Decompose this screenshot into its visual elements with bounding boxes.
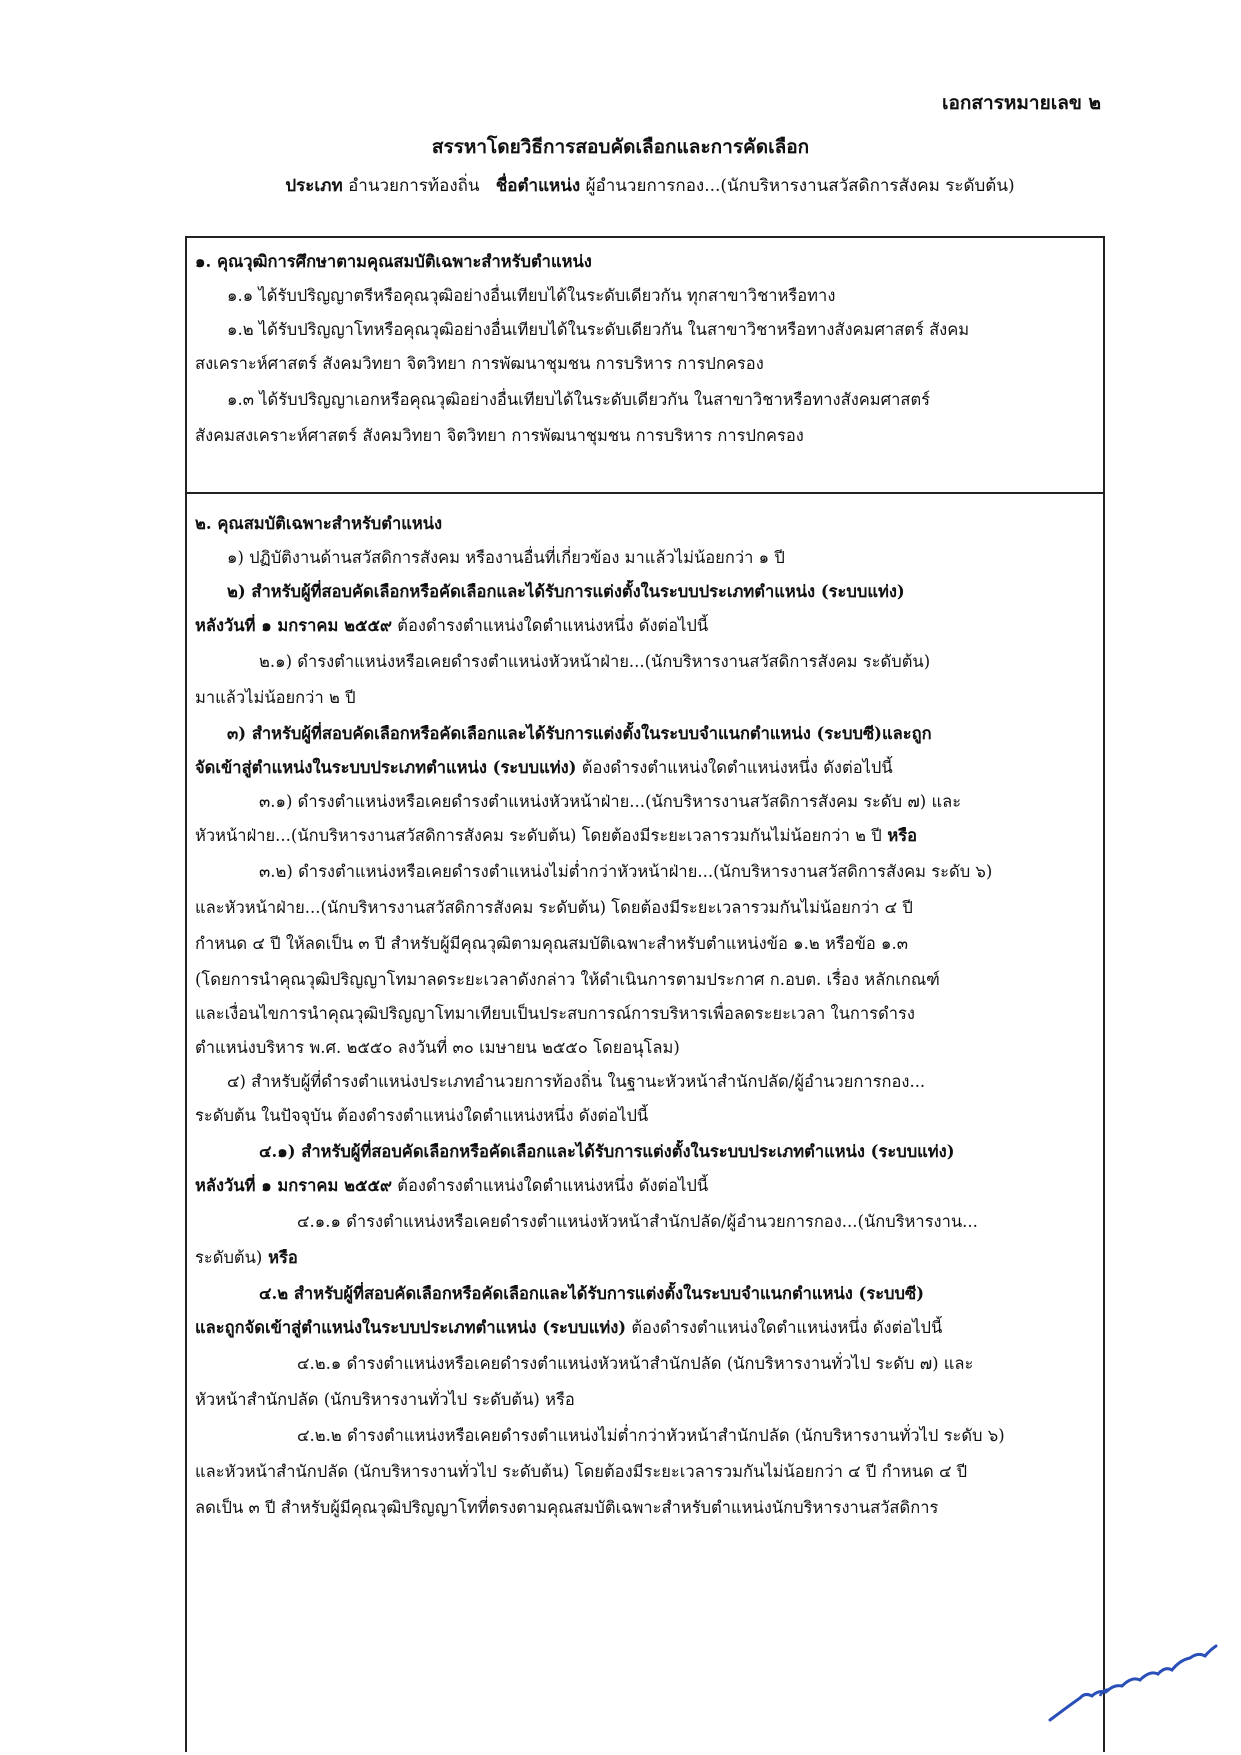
duration-clause: หัวหน้าฝ่าย...(นักบริหารงานสวัสดิการสังคม ระดับต้น) โดยต้องมีระยะเวลารวมกันไม่น้อยกว่า ๒ ปี — [195, 826, 882, 845]
signature-mark — [1040, 1600, 1240, 1730]
qualification-subsubitem: ๔.๒.๒ ดำรงตำแหน่งหรือเคยดำรงตำแหน่งไม่ต่ำกว่าหัวหน้าสำนักปลัด (นักบริหารงานทั่วไป ระดับ ๖) — [297, 1426, 1005, 1445]
qualification-subitem: ๓.๒) ดำรงตำแหน่งหรือเคยดำรงตำแหน่งไม่ต่ำกว่าหัวหน้าฝ่าย...(นักบริหารงานสวัสดิการสังคม ระดับ ๖) — [259, 862, 993, 881]
qualification-item-cont — [195, 1174, 1095, 1198]
section-heading: ๑. คุณวุฒิการศึกษาตามคุณสมบัติเฉพาะสำหรับตำแหน่ง — [195, 252, 592, 271]
qualification-item-cont: หัวหน้าสำนักปลัด (นักบริหารงานทั่วไป ระดับต้น) หรือ — [195, 1390, 575, 1409]
qualification-subitem: ๔.๑) สำหรับผู้ที่สอบคัดเลือกหรือคัดเลือกและได้รับการแต่งตั้งในระบบประเภทตำแหน่ง (ระบบแท่ง) — [259, 1142, 955, 1161]
level-clause: ระดับต้น) — [195, 1248, 263, 1267]
requirement-clause: ต้องดำรงตำแหน่งใดตำแหน่งหนึ่ง ดังต่อไปนี้ — [576, 758, 893, 777]
position-label: ชื่อตำแหน่ง — [495, 176, 581, 196]
requirement-clause: ต้องดำรงตำแหน่งใดตำแหน่งหนึ่ง ดังต่อไปนี้ — [392, 616, 709, 635]
qualification-item-cont — [195, 1246, 1095, 1270]
placement-clause: จัดเข้าสู่ตำแหน่งในระบบประเภทตำแหน่ง (ระบบแท่ง) — [195, 758, 577, 777]
or-label: หรือ — [881, 826, 918, 845]
qualification-subsubitem: ๔.๒.๑ ดำรงตำแหน่งหรือเคยดำรงตำแหน่งหัวหน้าสำนักปลัด (นักบริหารงานทั่วไป ระดับ ๗) และ — [297, 1354, 974, 1373]
date-clause: หลังวันที่ ๑ มกราคม ๒๕๕๙ — [195, 616, 393, 635]
qualification-item: ๓) สำหรับผู้ที่สอบคัดเลือกหรือคัดเลือกและได้รับการแต่งตั้งในระบบจำแนกตำแหน่ง (ระบบซี)และถูก — [227, 724, 932, 743]
education-item-cont: สงเคราะห์ศาสตร์ สังคมวิทยา จิตวิทยา การพัฒนาชุมชน การบริหาร การปกครอง — [195, 354, 764, 373]
qualification-item-cont: และหัวหน้าฝ่าย...(นักบริหารงานสวัสดิการสังคม ระดับต้น) โดยต้องมีระยะเวลารวมกันไม่น้อยกว่า ๔ ปี — [195, 898, 913, 917]
qualification-item-cont: กำหนด ๔ ปี ให้ลดเป็น ๓ ปี สำหรับผู้มีคุณวุฒิตามคุณสมบัติเฉพาะสำหรับตำแหน่งข้อ ๑.๒ หรือข้อ ๑.๓ — [195, 934, 909, 953]
qualification-item: ๒) สำหรับผู้ที่สอบคัดเลือกหรือคัดเลือกและได้รับการแต่งตั้งในระบบประเภทตำแหน่ง (ระบบแท่ง) — [227, 582, 905, 601]
placement-clause: และถูกจัดเข้าสู่ตำแหน่งในระบบประเภทตำแหน่ง (ระบบแท่ง) — [195, 1318, 627, 1337]
education-item-cont: สังคมสงเคราะห์ศาสตร์ สังคมวิทยา จิตวิทยา การพัฒนาชุมชน การบริหาร การปกครอง — [195, 426, 804, 445]
qualification-item-cont: ตำแหน่งบริหาร พ.ศ. ๒๕๕๐ ลงวันที่ ๓๐ เมษายน ๒๕๕๐ โดยอนุโลม) — [195, 1038, 680, 1057]
qualification-item-cont: และเงื่อนไขการนำคุณวุฒิปริญญาโทมาเทียบเป็นประสบการณ์การบริหารเพื่อลดระยะเวลา ในการดำรง — [195, 1004, 915, 1023]
requirement-clause: ต้องดำรงตำแหน่งใดตำแหน่งหนึ่ง ดังต่อไปนี้ — [626, 1318, 943, 1337]
qualification-item-cont — [195, 614, 1095, 638]
education-item: ๑.๓ ได้รับปริญญาเอกหรือคุณวุฒิอย่างอื่นเทียบได้ในระดับเดียวกัน ในสาขาวิชาหรือทางสังคมศาสตร์ — [227, 390, 931, 409]
requirement-clause: ต้องดำรงตำแหน่งใดตำแหน่งหนึ่ง ดังต่อไปนี้ — [392, 1176, 709, 1195]
section-heading: ๒. คุณสมบัติเฉพาะสำหรับตำแหน่ง — [195, 514, 443, 533]
page-title: สรรหาโดยวิธีการสอบคัดเลือกและการคัดเลือก — [431, 136, 810, 158]
qualification-item-cont: ลดเป็น ๓ ปี สำหรับผู้มีคุณวุฒิปริญญาโทที่ตรงตามคุณสมบัติเฉพาะสำหรับตำแหน่งนักบริหารงานสวัสดิการ — [195, 1498, 939, 1517]
position-subtitle — [170, 172, 1130, 199]
or-label: หรือ — [262, 1248, 298, 1267]
qualification-subitem: ๔.๒ สำหรับผู้ที่สอบคัดเลือกหรือคัดเลือกและได้รับการแต่งตั้งในระบบจำแนกตำแหน่ง (ระบบซี) — [259, 1284, 925, 1303]
qualification-item-cont: ระดับต้น ในปัจจุบัน ต้องดำรงตำแหน่งใดตำแหน่งหนึ่ง ดังต่อไปนี้ — [195, 1106, 649, 1125]
qualification-item-cont: และหัวหน้าสำนักปลัด (นักบริหารงานทั่วไป ระดับต้น) โดยต้องมีระยะเวลารวมกันไม่น้อยกว่า ๔ ปี กำหนด ๔ ปี — [195, 1462, 968, 1481]
qualification-subitem: ๓.๑) ดำรงตำแหน่งหรือเคยดำรงตำแหน่งหัวหน้าฝ่าย...(นักบริหารงานสวัสดิการสังคม ระดับ ๗) และ — [259, 792, 962, 811]
qualification-subsubitem: ๔.๑.๑ ดำรงตำแหน่งหรือเคยดำรงตำแหน่งหัวหน้าสำนักปลัด/ผู้อำนวยการกอง...(นักบริหารงาน... — [297, 1212, 978, 1231]
signature — [1040, 1600, 1240, 1734]
qualification-item-cont — [195, 756, 1095, 780]
qualification-item: ๑) ปฏิบัติงานด้านสวัสดิการสังคม หรืองานอื่นที่เกี่ยวข้อง มาแล้วไม่น้อยกว่า ๑ ปี — [227, 548, 785, 567]
qualification-item-cont — [195, 824, 1095, 848]
qualification-item: ๔) สำหรับผู้ที่ดำรงตำแหน่งประเภทอำนวยการท้องถิ่น ในฐานะหัวหน้าสำนักปลัด/ผู้อำนวยการกอง... — [227, 1072, 926, 1091]
qualification-section — [185, 492, 1105, 1752]
qualification-item-cont: มาแล้วไม่น้อยกว่า ๒ ปี — [195, 688, 356, 707]
type-label: ประเภท — [285, 176, 343, 196]
education-item: ๑.๒ ได้รับปริญญาโทหรือคุณวุฒิอย่างอื่นเทียบได้ในระดับเดียวกัน ในสาขาวิชาหรือทางสังคมศาสตร์ สังคม — [227, 320, 970, 339]
position-value: ผู้อำนวยการกอง...(นักบริหารงานสวัสดิการสังคม ระดับต้น) — [585, 176, 1015, 196]
qualification-item-cont — [195, 1316, 1095, 1340]
qualification-subitem: ๒.๑) ดำรงตำแหน่งหรือเคยดำรงตำแหน่งหัวหน้าฝ่าย...(นักบริหารงานสวัสดิการสังคม ระดับต้น) — [259, 652, 931, 671]
type-value: อำนวยการท้องถิ่น — [348, 176, 480, 196]
document-number: เอกสารหมายเลข ๒ — [942, 92, 1101, 114]
qualification-item-cont: (โดยการนำคุณวุฒิปริญญาโทมาลดระยะเวลาดังกล่าว ให้ดำเนินการตามประกาศ ก.อบต. เรื่อง หลักเกณฑ์ — [195, 970, 940, 989]
education-item: ๑.๑ ได้รับปริญญาตรีหรือคุณวุฒิอย่างอื่นเทียบได้ในระดับเดียวกัน ทุกสาขาวิชาหรือทาง — [227, 286, 836, 305]
education-section — [185, 236, 1105, 494]
date-clause: หลังวันที่ ๑ มกราคม ๒๕๕๙ — [195, 1176, 393, 1195]
